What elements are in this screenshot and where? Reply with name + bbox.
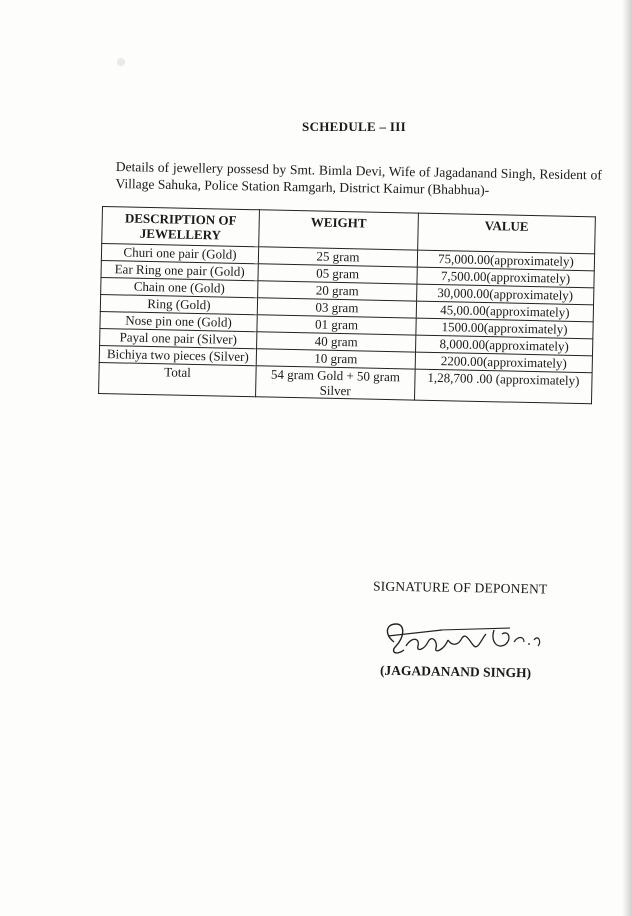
cell-description: Payal one pair (Silver) <box>100 328 257 348</box>
cell-weight: 20 gram <box>258 281 417 301</box>
cell-description: Churi one pair (Gold) <box>101 244 258 264</box>
header-description: DESCRIPTION OF JEWELLERY <box>102 207 260 247</box>
cell-weight: 01 gram <box>257 315 416 335</box>
schedule-heading: SCHEDULE – III <box>302 119 406 134</box>
scan-edge-shadow <box>622 0 632 916</box>
cell-weight: 05 gram <box>258 264 417 284</box>
cell-value: 8,000.00(approximately) <box>416 335 593 356</box>
deponent-name: (JAGADANAND SINGH) <box>379 662 532 681</box>
cell-description: Bichiya two pieces (Silver) <box>99 345 256 365</box>
signature-label: SIGNATURE OF DEPONENT <box>372 578 548 597</box>
jewellery-table-wrapper <box>98 206 596 404</box>
cell-total-label: Total <box>99 362 257 396</box>
cell-description: Chain one (Gold) <box>101 277 258 297</box>
cell-value: 2200.00(approximately) <box>415 352 592 373</box>
cell-value: 45,00.00(approximately) <box>416 301 593 322</box>
cell-total-value: 1,28,700 .00 (approximately) <box>415 369 593 404</box>
cell-description: Ear Ring one pair (Gold) <box>101 260 258 280</box>
cell-weight: 40 gram <box>257 332 416 352</box>
cell-value: 1500.00(approximately) <box>416 318 593 339</box>
header-value: VALUE <box>418 213 596 254</box>
cell-value: 75,000.00(approximately) <box>417 250 594 271</box>
scan-speck <box>117 58 125 66</box>
cell-description: Ring (Gold) <box>100 294 257 314</box>
cell-weight: 10 gram <box>256 349 415 369</box>
cell-value: 30,000.00(approximately) <box>417 284 594 305</box>
cell-description: Nose pin one (Gold) <box>100 311 257 331</box>
cell-total-weight: 54 gram Gold + 50 gram Silver <box>256 366 416 400</box>
cell-value: 7,500.00(approximately) <box>417 267 594 288</box>
intro-paragraph: Details of jewellery possesd by Smt. Bimla Devi, Wife of Jagadanand Singh, Resident of Village Sahuka, Police Station Ramgarh, District Kaimur (Bhabhua)- <box>115 158 602 198</box>
header-weight: WEIGHT <box>259 210 419 250</box>
jewellery-table <box>98 206 596 404</box>
cell-weight: 25 gram <box>258 247 417 267</box>
handwritten-signature <box>382 616 552 670</box>
cell-weight: 03 gram <box>257 298 416 318</box>
